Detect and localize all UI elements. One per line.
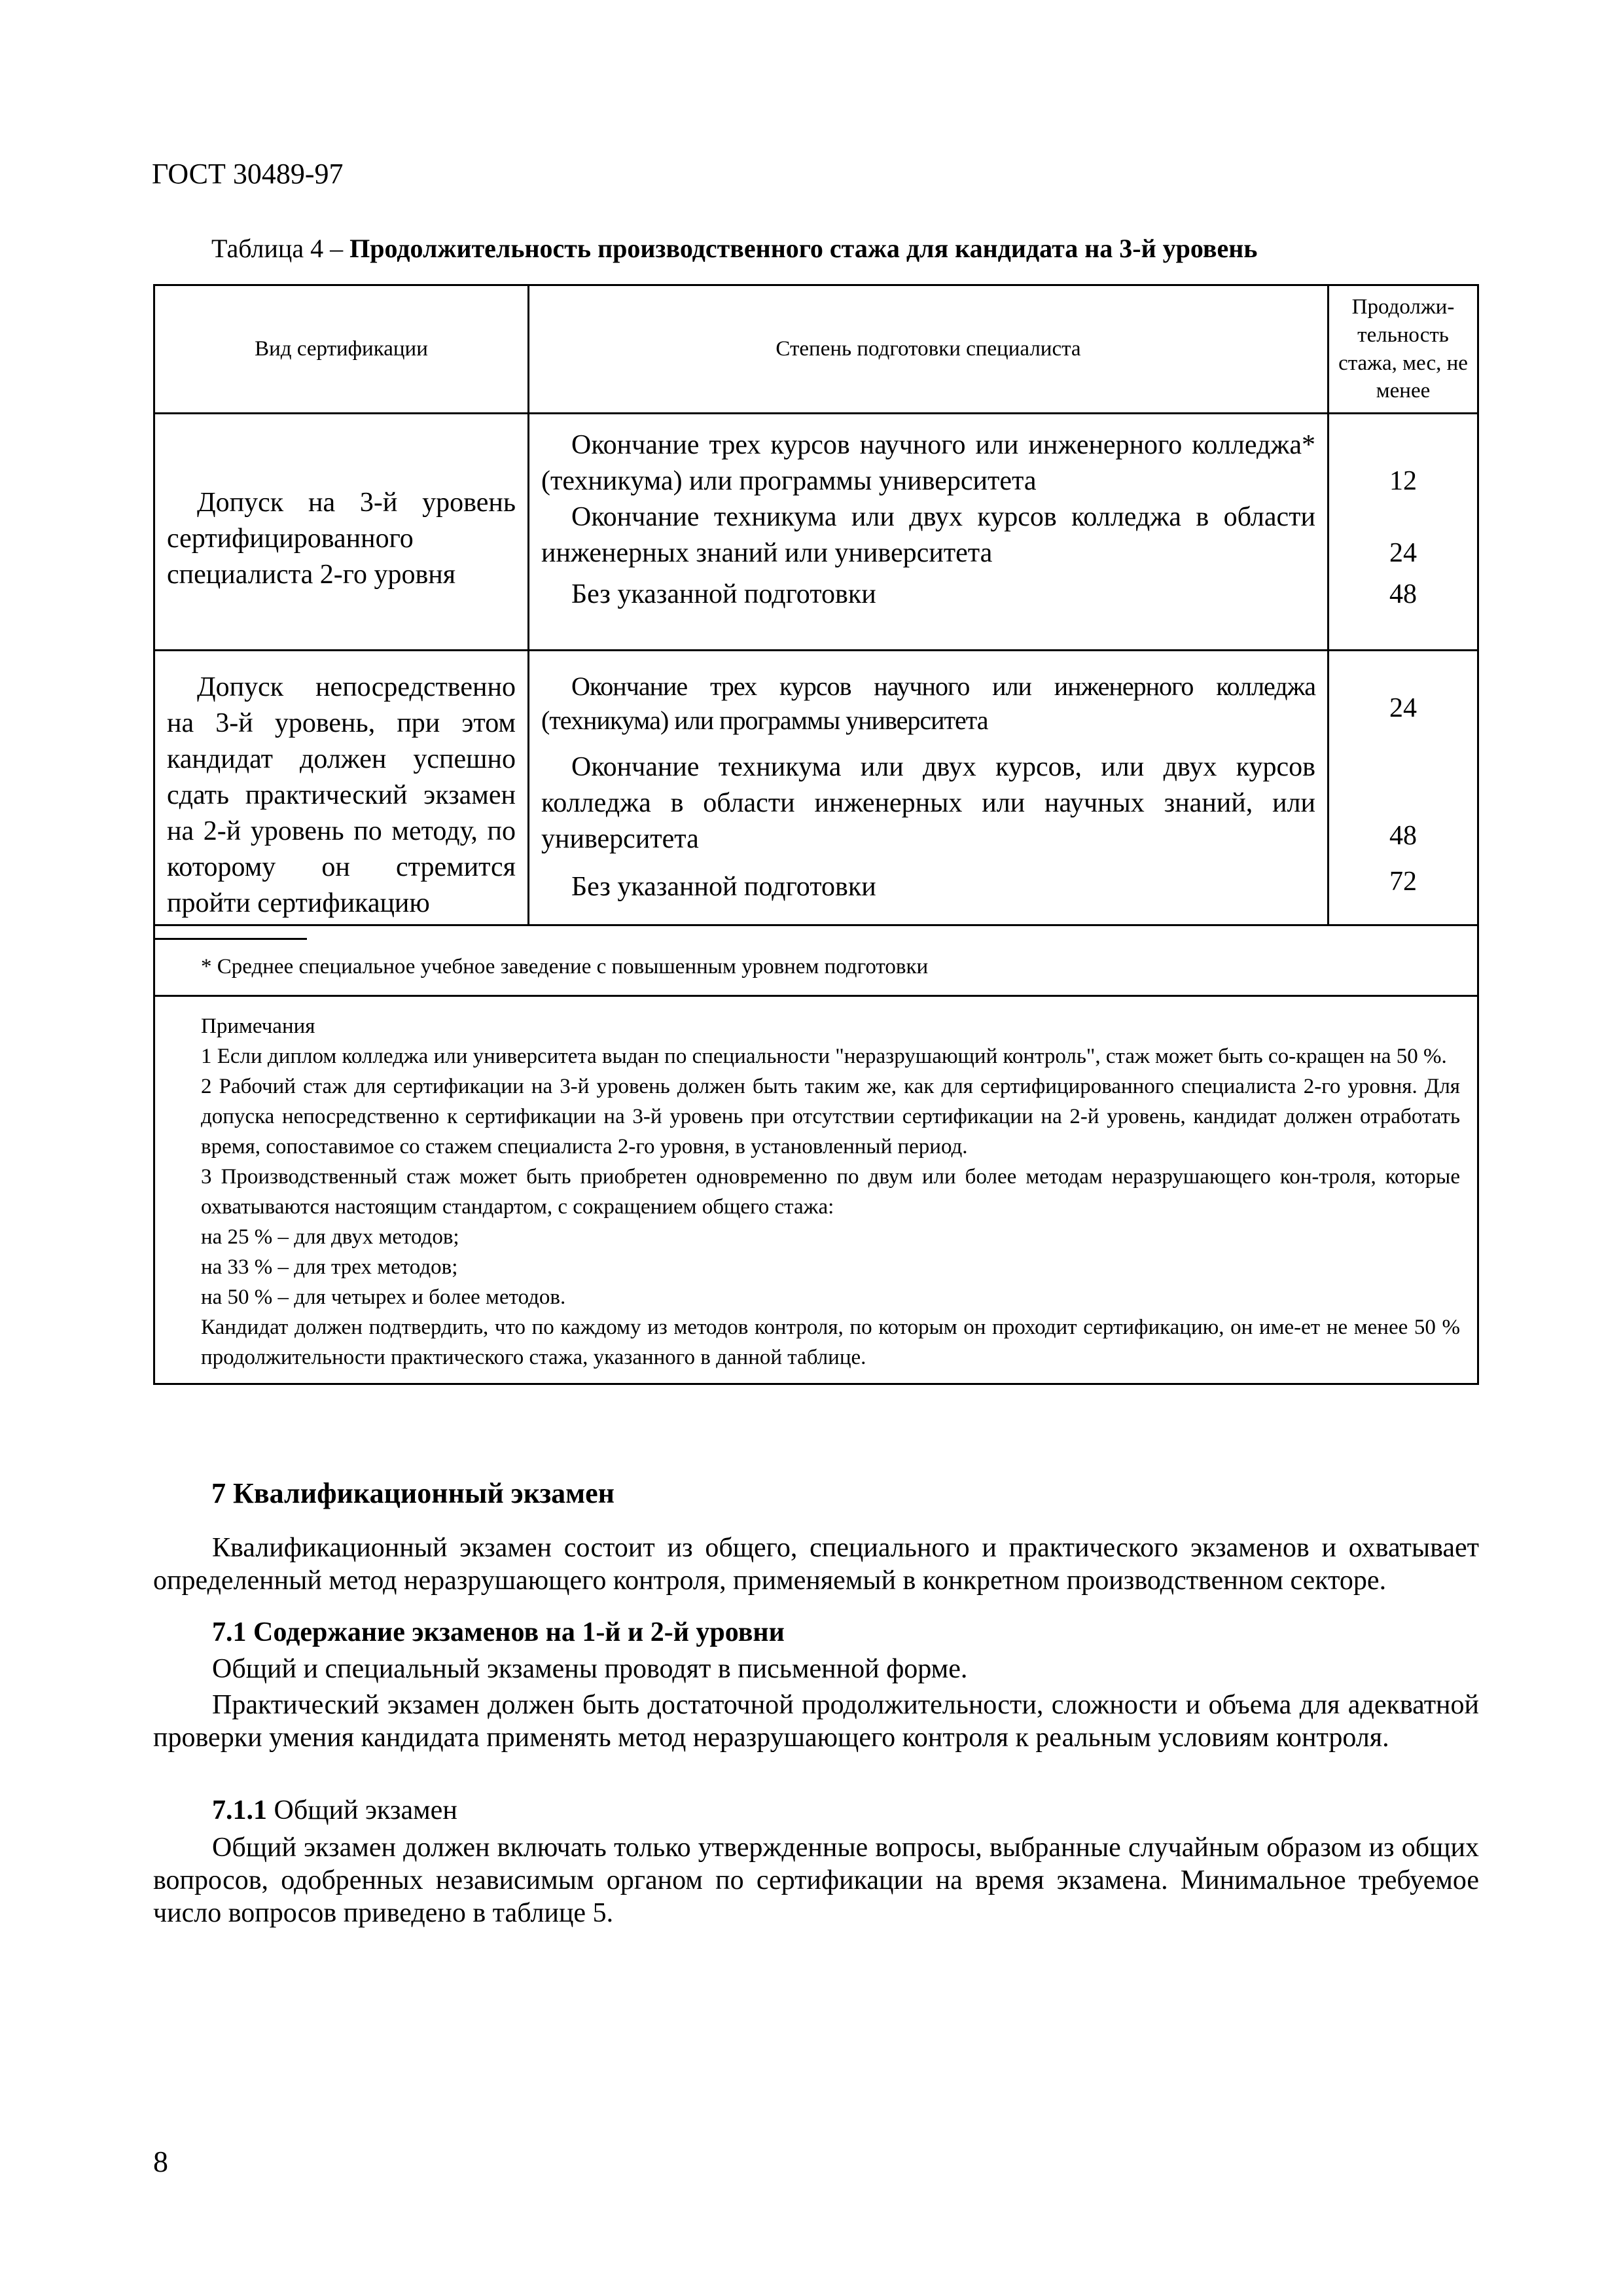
duration-value: 72 [1389, 867, 1417, 897]
note-item: на 50 % – для четырех и более методов. [201, 1285, 566, 1309]
section-7-1-1-paragraph [153, 1831, 1479, 1929]
table-notes [155, 997, 1477, 1383]
duration-value: 48 [1389, 821, 1417, 851]
note-item: 1 Если диплом колледжа или университета выдан по специальности "неразрушающий контроль", стаж может быть со-кращен на 50 %. [201, 1045, 1447, 1068]
footnote-text: * Среднее специальное учебное заведение с повышенным уровнем подготовки [201, 955, 929, 978]
training-cell [529, 414, 1329, 649]
duration-value: 12 [1389, 466, 1417, 496]
note-item: на 25 % – для двух методов; [201, 1225, 459, 1249]
notes-title: Примечания [201, 1014, 315, 1038]
section-7-1-heading: 7.1 Содержание экзаменов на 1-й и 2-й уровни [212, 1617, 785, 1647]
table-row [155, 414, 1477, 651]
duration-cell [1329, 651, 1477, 924]
document-code: ГОСТ 30489-97 [152, 158, 344, 190]
certification-type-cell [155, 651, 529, 924]
certification-type-text: Допуск непосредственно на 3-й уровень, при этом кандидат должен успешно сдать практический экзамен на 2-й уровень по методу, по которому он стремится пройти сертификацию [167, 672, 516, 918]
duration-value: 48 [1389, 579, 1417, 609]
training-item: Без указанной подготовки [571, 579, 876, 609]
duration-value: 24 [1389, 538, 1417, 568]
table-row [155, 651, 1477, 926]
section-7-1-paragraph [153, 1689, 1479, 1754]
column-header-training: Степень подготовки специалиста [529, 286, 1329, 412]
section-7-intro-text: Квалификационный экзамен состоит из общего, специального и практического экзаменов и охватывает определенный метод неразрушающего контроля, применяемый в конкретном производственном секторе. [153, 1533, 1479, 1596]
table-notes-row [155, 997, 1477, 1383]
training-cell [529, 651, 1329, 924]
table-footnote-row [155, 926, 1477, 997]
column-header-duration: Продолжи-тельность стажа, мес, не менее [1338, 295, 1468, 403]
table-caption-prefix: Таблица 4 – [211, 234, 350, 263]
section-7-1-paragraph: Общий и специальный экзамены проводят в письменной форме. [212, 1654, 968, 1684]
certification-type-cell [155, 414, 529, 649]
column-header-type: Вид сертификации [155, 286, 529, 412]
footnote-separator [155, 938, 307, 940]
certification-type-text: Допуск на 3-й уровень сертифицированного специалиста 2-го уровня [167, 488, 516, 590]
training-item: Окончание техникума или двух курсов, или двух курсов колледжа в области инженерных или научных знаний, или университета [541, 752, 1315, 854]
section-7-1-1-heading [212, 1795, 457, 1826]
table-header-row [155, 286, 1477, 414]
training-item: Окончание трех курсов научного или инженерного колледжа (техникума) или программы университета [541, 672, 1315, 735]
training-item: Окончание трех курсов научного или инженерного колледжа* (техникума) или программы университета [541, 430, 1315, 496]
section-7-1-1-paragraph-text: Общий экзамен должен включать только утвержденные вопросы, выбранные случайным образом из общих вопросов, одобренных независимым органом по сертификации на время экзамена. Минимальное требуемое число вопросов приведено в таблице 5. [153, 1833, 1479, 1928]
training-item: Окончание техникума или двух курсов колледжа в области инженерных знаний или университета [541, 502, 1315, 568]
section-7-1-1-title: Общий экзамен [267, 1795, 457, 1825]
section-7-1-1-number: 7.1.1 [212, 1795, 267, 1825]
training-item: Без указанной подготовки [571, 872, 876, 902]
table-caption [211, 233, 1257, 264]
section-7-intro [153, 1532, 1479, 1597]
duration-value: 24 [1389, 693, 1417, 723]
table-4 [153, 284, 1479, 1385]
note-item: 2 Рабочий стаж для сертификации на 3-й уровень должен быть таким же, как для сертифицированного специалиста 2-го уровня. Для допуска непосредственно к сертификации на 3-й уровень при отсутствии сертификации на 2-й уровень, кандидат должен отработать время, сопоставимое со стажем специалиста 2-го уровня, в установленный период. [201, 1075, 1460, 1158]
note-item: на 33 % – для трех методов; [201, 1255, 458, 1279]
note-item: Кандидат должен подтвердить, что по каждому из методов контроля, по которым он проходит сертификацию, он име-ет не менее 50 % продолжительности практического стажа, указанного в данной таблице. [201, 1316, 1460, 1369]
section-7-1-paragraph-text: Практический экзамен должен быть достаточной продолжительности, сложности и объема для адекватной проверки умения кандидата применять метод неразрушающего контроля к реальным условиям контроля. [153, 1690, 1479, 1753]
page-number: 8 [153, 2145, 168, 2178]
note-item: 3 Производственный стаж может быть приобретен одновременно по двум или более методам неразрушающего кон-троля, которые охватываются настоящим стандартом, с сокращением общего стажа: [201, 1165, 1460, 1219]
table-caption-title: Продолжительность производственного стажа для кандидата на 3-й уровень [349, 234, 1258, 263]
duration-cell [1329, 414, 1477, 649]
section-7-heading: 7 Квалификационный экзамен [211, 1477, 615, 1509]
